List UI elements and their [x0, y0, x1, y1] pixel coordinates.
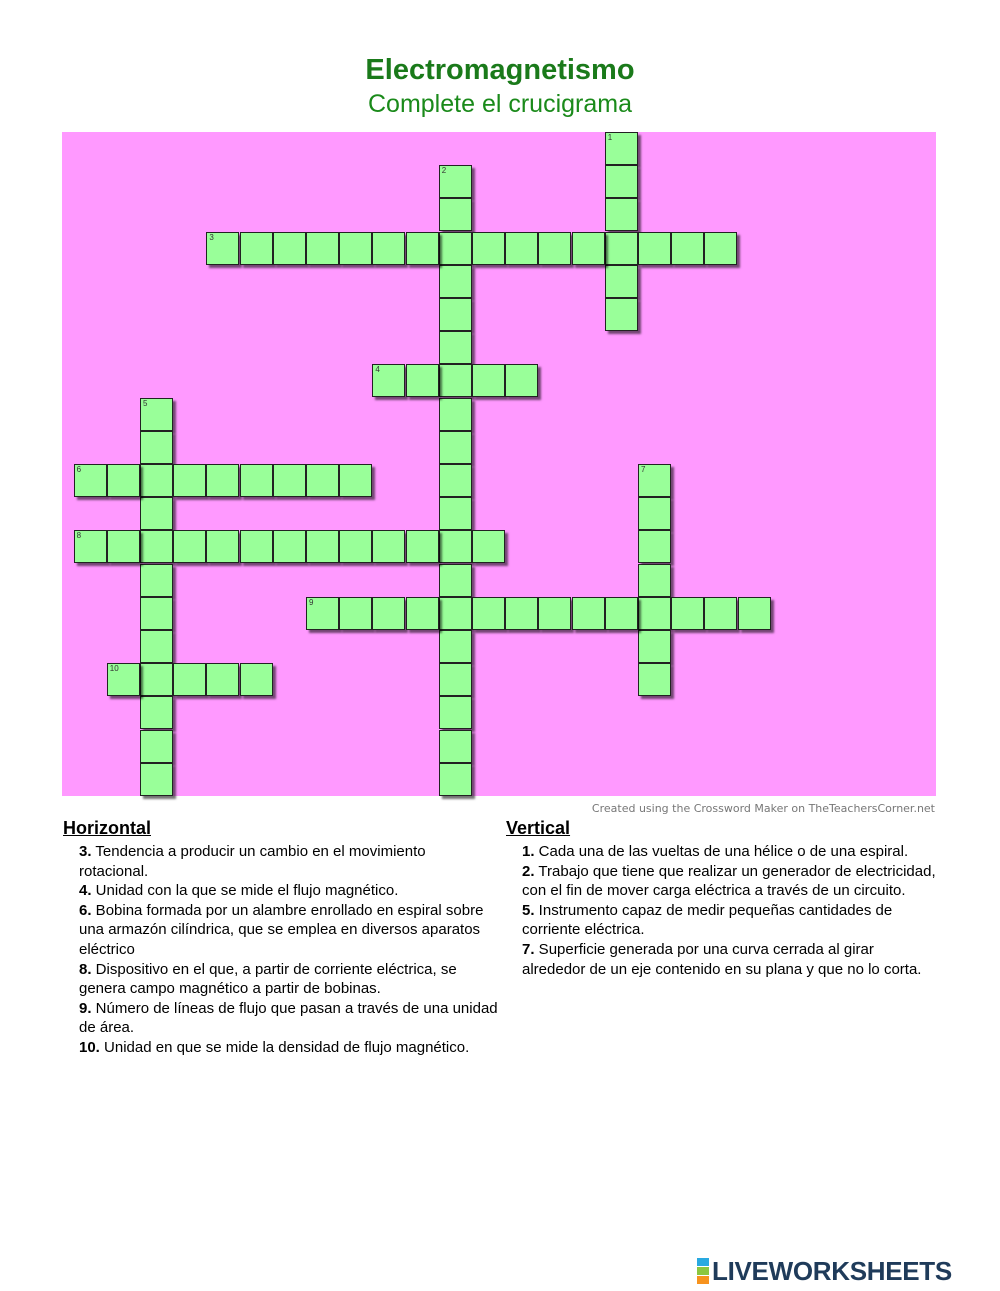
horizontal-clue: 8. Dispositivo en el que, a partir de corriente eléctrica, se genera campo magnético a partir de bobinas.	[79, 960, 457, 998]
crossword-cell[interactable]	[206, 464, 239, 497]
crossword-cell[interactable]	[505, 364, 538, 397]
crossword-cell[interactable]	[173, 663, 206, 696]
crossword-cell[interactable]	[638, 630, 671, 663]
crossword-cell[interactable]	[206, 663, 239, 696]
crossword-cell[interactable]	[439, 497, 472, 530]
crossword-cell[interactable]	[439, 398, 472, 431]
crossword-cell[interactable]	[306, 597, 339, 630]
crossword-cell[interactable]	[406, 530, 439, 563]
crossword-cell[interactable]	[472, 232, 505, 265]
logo-block	[697, 1267, 709, 1275]
crossword-cell[interactable]	[638, 663, 671, 696]
crossword-cell[interactable]	[439, 331, 472, 364]
crossword-cell[interactable]	[439, 464, 472, 497]
crossword-cell[interactable]	[439, 431, 472, 464]
clue-number: 8	[76, 531, 82, 541]
crossword-cell[interactable]	[140, 530, 173, 563]
crossword-cell[interactable]	[439, 564, 472, 597]
crossword-cell[interactable]	[638, 597, 671, 630]
horizontal-clue: 4. Unidad con la que se mide el flujo magnético.	[79, 882, 399, 900]
vertical-heading: Vertical	[506, 818, 571, 838]
vertical-clue: 7. Superficie generada por una curva cerrada al girar alrededor de un eje contenido en su plana y que no lo corta.	[522, 940, 922, 978]
crossword-cell[interactable]	[74, 530, 107, 563]
crossword-cell[interactable]	[339, 597, 372, 630]
crossword-cell[interactable]	[439, 298, 472, 331]
crossword-cell[interactable]	[638, 464, 671, 497]
crossword-cell[interactable]	[439, 364, 472, 397]
crossword-board	[62, 132, 936, 796]
crossword-cell[interactable]	[273, 530, 306, 563]
logo-text: LIVEWORKSHEETS	[712, 1255, 952, 1286]
crossword-cell[interactable]	[538, 597, 571, 630]
crossword-cell[interactable]	[140, 696, 173, 729]
horizontal-clue: 3. Tendencia a producir un cambio en el movimiento rotacional.	[79, 843, 426, 880]
crossword-cell[interactable]	[107, 530, 140, 563]
crossword-cell[interactable]	[339, 232, 372, 265]
crossword-cell[interactable]	[273, 232, 306, 265]
crossword-cell[interactable]	[505, 232, 538, 265]
horizontal-clue: 6. Bobina formada por un alambre enrollado en espiral sobre una armazón cilíndrica, que se emplea en diversos aparatos eléctrico	[79, 901, 484, 958]
crossword-cell[interactable]	[306, 232, 339, 265]
crossword-cell[interactable]	[140, 630, 173, 663]
page-subtitle: Complete el crucigrama	[368, 90, 632, 118]
crossword-cell[interactable]	[671, 232, 704, 265]
logo-block	[697, 1258, 709, 1266]
crossword-cell[interactable]	[439, 696, 472, 729]
page-title: Electromagnetismo	[365, 54, 635, 86]
crossword-cell[interactable]	[107, 663, 140, 696]
clue-number: 7	[641, 465, 646, 474]
clue-number: 9	[309, 597, 314, 607]
crossword-cell[interactable]	[372, 232, 405, 265]
crossword-cell[interactable]	[372, 530, 405, 563]
liveworksheets-logo	[697, 1254, 952, 1288]
crossword-cell[interactable]	[638, 497, 671, 530]
crossword-cell[interactable]	[74, 464, 107, 497]
vertical-clue: 5. Instrumento capaz de medir pequeñas cantidades de corriente eléctrica.	[522, 901, 893, 939]
credit-text: Created using the Crossword Maker on TheTeachersCorner.net	[591, 802, 935, 815]
crossword-cell[interactable]	[572, 232, 605, 265]
crossword-cell[interactable]	[605, 198, 638, 231]
crossword-cell[interactable]	[638, 232, 671, 265]
clue-number: 10	[109, 664, 119, 674]
crossword-cell[interactable]	[704, 232, 737, 265]
crossword-cell[interactable]	[671, 597, 704, 630]
crossword-cell[interactable]	[273, 464, 306, 497]
crossword-cell[interactable]	[240, 232, 273, 265]
crossword-cell[interactable]	[173, 464, 206, 497]
crossword-cell[interactable]	[140, 763, 173, 796]
crossword-cell[interactable]	[140, 464, 173, 497]
crossword-cell[interactable]	[505, 597, 538, 630]
crossword-cell[interactable]	[472, 530, 505, 563]
crossword-cell[interactable]	[306, 464, 339, 497]
crossword-cell[interactable]	[206, 232, 239, 265]
crossword-cell[interactable]	[472, 597, 505, 630]
crossword-cell[interactable]	[306, 530, 339, 563]
crossword-cell[interactable]	[439, 730, 472, 763]
crossword-cell[interactable]	[439, 663, 472, 696]
vertical-clue: 1. Cada una de las vueltas de una hélice o de una espiral.	[522, 843, 909, 860]
horizontal-clue-list	[63, 842, 498, 1058]
crossword-cell[interactable]	[439, 530, 472, 563]
crossword-cell[interactable]	[140, 564, 173, 597]
crossword-cell[interactable]	[140, 431, 173, 464]
logo-block	[697, 1276, 709, 1284]
vertical-clue-list	[506, 842, 941, 979]
crossword-cell[interactable]	[406, 364, 439, 397]
clue-number: 1	[607, 133, 613, 142]
logo-blocks	[697, 1258, 709, 1284]
crossword-cell[interactable]	[140, 398, 173, 431]
horizontal-clue: 10. Unidad en que se mide la densidad de flujo magnético.	[79, 1038, 470, 1056]
crossword-cell[interactable]	[605, 265, 638, 298]
crossword-cell[interactable]	[173, 530, 206, 563]
crossword-cell[interactable]	[339, 464, 372, 497]
crossword-cell[interactable]	[439, 763, 472, 796]
crossword-cell[interactable]	[339, 530, 372, 563]
crossword-cell[interactable]	[439, 232, 472, 265]
crossword-cell[interactable]	[538, 232, 571, 265]
crossword-cell[interactable]	[605, 597, 638, 630]
clue-number: 3	[209, 232, 214, 242]
horizontal-clue: 9. Número de líneas de flujo que pasan a través de una unidad de área.	[79, 999, 498, 1037]
crossword-cell[interactable]	[638, 530, 671, 563]
crossword-cell[interactable]	[439, 597, 472, 630]
crossword-cell[interactable]	[605, 132, 638, 165]
crossword-cell[interactable]	[140, 597, 173, 630]
crossword-cell[interactable]	[206, 530, 239, 563]
crossword-cell[interactable]	[140, 730, 173, 763]
crossword-cell[interactable]	[472, 364, 505, 397]
crossword-cell[interactable]	[704, 597, 737, 630]
crossword-cell[interactable]	[372, 364, 405, 397]
crossword-cell[interactable]	[107, 464, 140, 497]
crossword-cell[interactable]	[140, 663, 173, 696]
vertical-clue: 2. Trabajo que tiene que realizar un generador de electricidad, con el fin de mover carga eléctrica a través de un circuito.	[522, 862, 936, 900]
horizontal-clues	[63, 818, 498, 1058]
clue-number: 6	[76, 465, 82, 474]
crossword-cell[interactable]	[439, 630, 472, 663]
clue-number: 5	[143, 398, 148, 408]
crossword-cell[interactable]	[240, 464, 273, 497]
crossword-cell[interactable]	[406, 597, 439, 630]
crossword-cell[interactable]	[572, 597, 605, 630]
crossword-cell[interactable]	[605, 165, 638, 198]
crossword-cell[interactable]	[140, 497, 173, 530]
crossword-cell[interactable]	[439, 165, 472, 198]
crossword-cell[interactable]	[372, 597, 405, 630]
vertical-clues	[506, 818, 941, 979]
crossword-cell[interactable]	[605, 298, 638, 331]
crossword-cell[interactable]	[738, 597, 771, 630]
crossword-cell[interactable]	[240, 530, 273, 563]
clue-number: 2	[441, 166, 447, 176]
crossword-cell[interactable]	[605, 232, 638, 265]
clue-number: 4	[375, 365, 380, 375]
crossword-cell[interactable]	[439, 265, 472, 298]
crossword-cell[interactable]	[439, 198, 472, 231]
horizontal-heading: Horizontal	[63, 818, 151, 838]
crossword-cell[interactable]	[406, 232, 439, 265]
crossword-cell[interactable]	[240, 663, 273, 696]
crossword-cell[interactable]	[638, 564, 671, 597]
